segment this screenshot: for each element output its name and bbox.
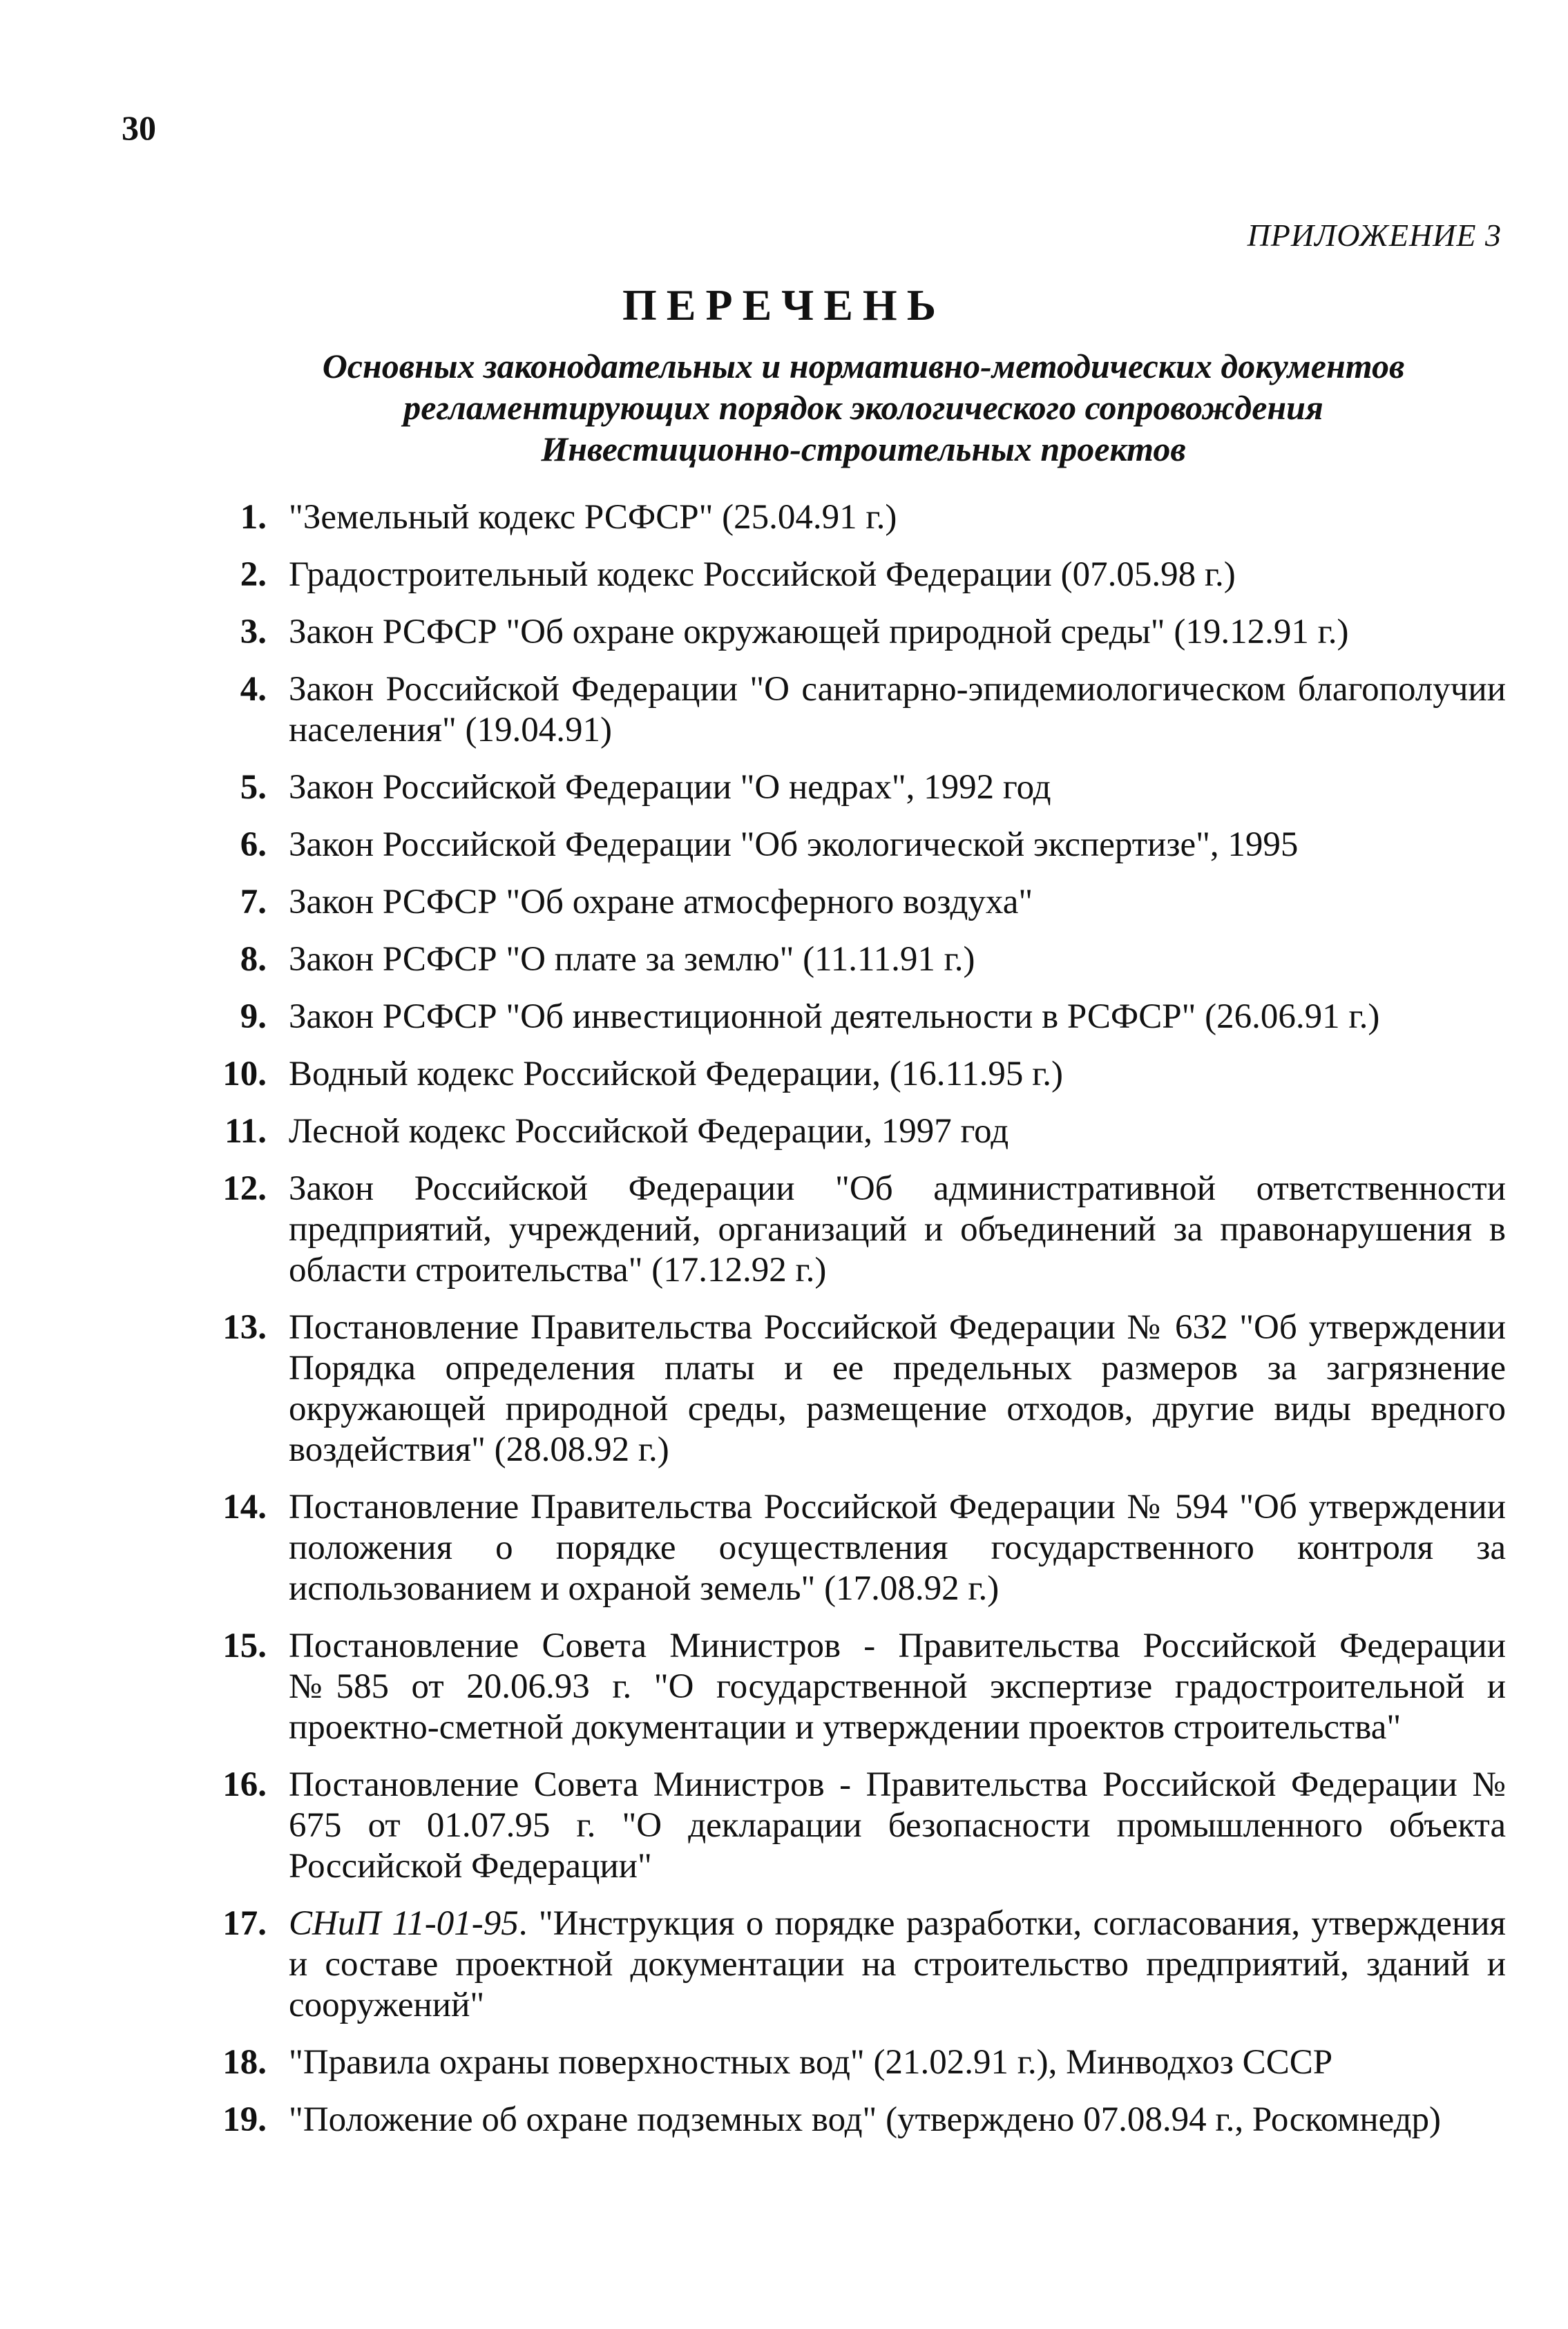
item-text: . "Инструкция о порядке разработки, согласования, утверждения и составе проектной документации на строительство предприятий, зданий и сооружений"	[289, 1904, 1506, 2024]
list-item	[207, 669, 1506, 751]
item-text: Водный кодекс Российской Федерации, (16.11.95 г.)	[289, 1055, 1063, 1093]
item-number: 2.	[240, 555, 267, 594]
item-number: 6.	[240, 825, 267, 864]
document-subtitle	[276, 345, 1451, 470]
item-number: 10.	[222, 1055, 267, 1093]
subtitle-line: Инвестиционно-строительных проектов	[541, 430, 1186, 468]
item-text: Закон РСФСР "Об охране атмосферного воздуха"	[289, 883, 1033, 921]
list-item	[207, 497, 1506, 538]
document-title: ПЕРЕЧЕНЬ	[622, 280, 946, 329]
page-number: 30	[122, 108, 156, 147]
list-item	[207, 882, 1506, 923]
item-text: "Положение об охране подземных вод" (утверждено 07.08.94 г., Роскомнедр)	[289, 2100, 1442, 2139]
item-number: 15.	[222, 1627, 267, 1665]
item-number: 1.	[240, 498, 267, 537]
item-text: "Земельный кодекс РСФСР" (25.04.91 г.)	[289, 498, 897, 537]
item-text: Постановление Совета Министров - Правительства Российской Федерации № 675 от 01.07.95 г. "О декларации безопасности промышленного объекта Российской Федерации"	[289, 1765, 1506, 1886]
item-number: 12.	[222, 1169, 267, 1208]
list-item	[207, 939, 1506, 980]
item-text: Постановление Совета Министров - Правительства Российской Федерации №585 от 20.06.93 г. "О государственной экспертизе градостроительной и проектно-сметной документации и утверждении проектов строительства"	[289, 1627, 1506, 1747]
item-number: 13.	[222, 1308, 267, 1347]
subtitle-line: регламентирующих порядок экологического сопровождения	[403, 388, 1323, 427]
item-number: 19.	[222, 2100, 267, 2139]
item-text: Закон Российской Федерации "О недрах", 1992 год	[289, 768, 1051, 807]
item-text: Закон РСФСР "Об инвестиционной деятельности в РСФСР" (26.06.91 г.)	[289, 997, 1380, 1036]
list-item	[207, 1626, 1506, 1748]
list-item	[207, 1904, 1506, 2026]
item-number: 11.	[224, 1112, 267, 1151]
list-item	[207, 1765, 1506, 1887]
item-number: 7.	[240, 883, 267, 921]
item-number: 4.	[240, 670, 267, 709]
item-text: Постановление Правительства Российской Федерации № 632 "Об утверждении Порядка определения платы и ее предельных размеров за загрязнение окружающей природной среды, размещение отходов, другие виды вредного воздействия" (28.08.92 г.)	[289, 1308, 1506, 1469]
list-item	[207, 1054, 1506, 1095]
item-text: Лесной кодекс Российской Федерации, 1997 год	[289, 1112, 1009, 1151]
item-number: 3.	[240, 613, 267, 651]
item-text: Закон Российской Федерации "О санитарно-эпидемиологическом благополучии населения" (19.04.91)	[289, 670, 1506, 749]
appendix-label: ПРИЛОЖЕНИЕ 3	[1247, 218, 1502, 253]
item-text: Закон РСФСР "О плате за землю" (11.11.91 г.)	[289, 940, 975, 979]
document-list	[207, 497, 1506, 2157]
item-reference: СНиП 11-01-95	[289, 1904, 519, 1943]
list-item	[207, 767, 1506, 808]
item-number: 9.	[240, 997, 267, 1036]
item-number: 5.	[240, 768, 267, 807]
item-text: Закон Российской Федерации "Об экологической экспертизе", 1995	[289, 825, 1299, 864]
list-item	[207, 555, 1506, 595]
item-text: Закон Российской Федерации "Об административной ответственности предприятий, учреждений, организаций и объединений за правонарушения в области строительства" (17.12.92 г.)	[289, 1169, 1506, 1290]
item-text: Постановление Правительства Российской Федерации № 594 "Об утверждении положения о порядке осуществления государственного контроля за использованием и охраной земель" (17.08.92 г.)	[289, 1488, 1506, 1608]
item-number: 18.	[222, 2043, 267, 2082]
list-item	[207, 1169, 1506, 1291]
item-text: "Правила охраны поверхностных вод" (21.02.91 г.), Минводхоз СССР	[289, 2043, 1333, 2082]
item-text: Закон РСФСР "Об охране окружающей природной среды" (19.12.91 г.)	[289, 613, 1349, 651]
list-item	[207, 825, 1506, 865]
list-item	[207, 997, 1506, 1037]
list-item	[207, 1487, 1506, 1609]
list-item	[207, 612, 1506, 653]
item-number: 8.	[240, 940, 267, 979]
item-number: 14.	[222, 1488, 267, 1526]
list-item	[207, 2042, 1506, 2083]
item-number: 17.	[222, 1904, 267, 1943]
list-item	[207, 1307, 1506, 1470]
list-item	[207, 1111, 1506, 1152]
list-item	[207, 2100, 1506, 2140]
subtitle-line: Основных законодательных и нормативно-методических документов	[322, 347, 1405, 385]
item-text: Градостроительный кодекс Российской Федерации (07.05.98 г.)	[289, 555, 1236, 594]
item-number: 16.	[222, 1765, 267, 1804]
